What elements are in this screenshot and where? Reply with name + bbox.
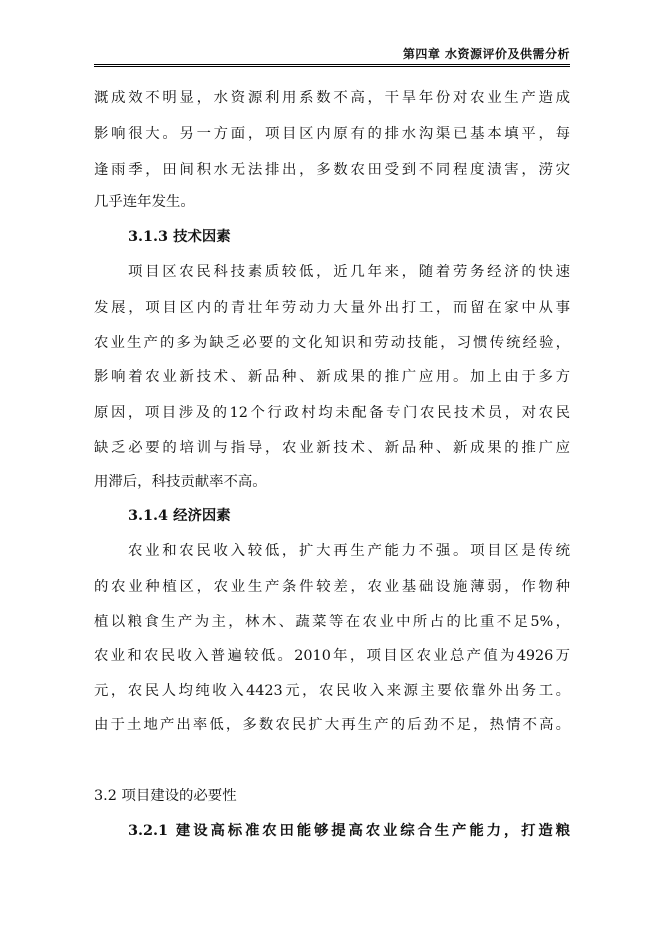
- subsection-heading-tech: 3.1.3 技术因素: [128, 228, 231, 245]
- econ-line: 植以粮食生产为主，林木、蔬菜等在农业中所占的比重不足5%，: [94, 614, 570, 630]
- body-line: 逢雨季，田间积水无法排出，多数农田受到不同程度渍害，涝灾: [94, 162, 570, 178]
- body-line: 溉成效不明显，水资源利用系数不高，干旱年份对农业生产造成: [94, 90, 570, 106]
- subsection-heading-3-2-1: 3.2.1 建设高标准农田能够提高农业综合生产能力，打造粮: [128, 822, 570, 839]
- tech-line: 原因，项目涉及的12个行政村均未配备专门农民技术员，对农民: [94, 405, 570, 421]
- subsection-heading-econ: 3.1.4 经济因素: [128, 507, 231, 524]
- section-heading: 3.2 项目建设的必要性: [94, 788, 237, 804]
- header-rule-thick: [94, 64, 570, 65]
- econ-line: 元，农民人均纯收入4423元，农民收入来源主要依靠外出务工。: [94, 683, 570, 699]
- tech-line: 影响着农业新技术、新品种、新成果的推广应用。加上由于多方: [94, 369, 570, 385]
- body-line: 几乎连年发生。: [94, 194, 195, 210]
- body-line: 影响很大。另一方面，项目区内原有的排水沟渠已基本填平，每: [94, 126, 570, 142]
- econ-line: 由于土地产出率低，多数农民扩大再生产的后劲不足，热情不高。: [94, 717, 570, 733]
- tech-line: 发展，项目区内的青壮年劳动力大量外出打工，而留在家中从事: [94, 300, 570, 316]
- econ-line: 农业和农民收入较低，扩大再生产能力不强。项目区是传统: [128, 543, 570, 559]
- tech-line: 用滞后，科技贡献率不高。: [94, 474, 267, 490]
- tech-line: 农业生产的多为缺乏必要的文化知识和劳动技能，习惯传统经验，: [94, 335, 570, 351]
- chapter-header: 第四章 水资源评价及供需分析: [402, 47, 570, 61]
- tech-line: 缺乏必要的培训与指导，农业新技术、新品种、新成果的推广应: [94, 440, 570, 456]
- header-rule-thin: [94, 66, 570, 67]
- tech-line: 项目区农民科技素质较低，近几年来，随着劳务经济的快速: [128, 264, 570, 280]
- econ-line: 农业和农民收入普遍较低。2010年，项目区农业总产值为4926万: [94, 648, 570, 664]
- econ-line: 的农业种植区，农业生产条件较差，农业基础设施薄弱，作物种: [94, 579, 570, 595]
